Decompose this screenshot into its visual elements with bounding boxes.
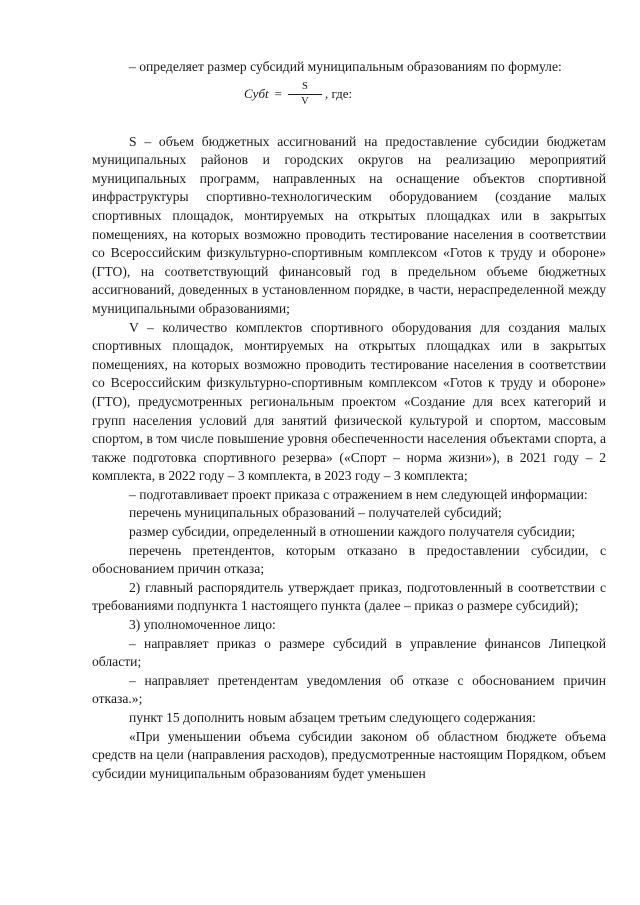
formula-block <box>92 77 606 113</box>
paragraph-authorized-person: 3) уполномоченное лицо: <box>129 617 276 633</box>
paragraph-reduction: «При уменьшении объема субсидии законом об областном бюджете объема средств на цели (направления расходов), предусмотренные настоящим Порядком, объем субсидии муниципальным образованиям будет уменьшен <box>92 728 606 781</box>
paragraph-list-rejected: перечень претендентов, которым отказано в предоставлении субсидии, с обоснованием причин отказа; <box>92 542 606 577</box>
paragraph-subsidy-size: размер субсидии, определенный в отношении каждого получателя субсидии; <box>129 524 576 540</box>
paragraph-s-definition: S – объем бюджетных ассигнований на предоставление субсидии бюджетам муниципальных районов и городских округов на реализацию мероприятий муниципальных программ, направленных на оснащение объектов спортивной инфраструктуры спортивно-технологическим оборудованием (создание малых спортивных площадок, монтируемых на открытых площадках или в закрытых помещениях, на которых возможно проводить тестирование населения в соответствии со Всероссийским физкультурно-спортивным комплексом «Готов к труду и обороне» (ГТО), на соответствующий финансовый год в предельном объеме бюджетных ассигнований, доведенных в установленном порядке, в части, нераспределенной между муниципальными образованиями; <box>92 133 606 316</box>
formula-tail: , где: <box>324 86 353 102</box>
spacer <box>92 113 606 133</box>
formula-fraction <box>288 81 322 108</box>
paragraph-approve-order: 2) главный распорядитель утверждает приказ, подготовленный в соответствии с требованиями подпункта 1 настоящего пункта (далее – приказ о размере субсидий); <box>92 579 606 614</box>
formula-lhs: Субt <box>244 86 269 102</box>
paragraph-point-15: пункт 15 дополнить новым абзацем третьим следующего содержания: <box>129 710 536 725</box>
paragraph-formula-intro: – определяет размер субсидий муниципальным образованиям по формуле: <box>129 59 562 74</box>
formula-numerator: S <box>302 81 308 93</box>
subsidy-formula <box>244 77 352 113</box>
formula-equals: = <box>274 86 282 102</box>
paragraph-send-notices: – направляет претендентам уведомления об отказе с обоснованием причин отказа.»; <box>92 672 606 707</box>
formula-denominator: V <box>301 96 309 108</box>
paragraph-send-order: – направляет приказ о размере субсидий в управление финансов Липецкой области; <box>92 635 606 670</box>
paragraph-prepare-order: – подготавливает проект приказа с отражением в нем следующей информации: <box>129 486 588 502</box>
paragraph-v-definition: V – количество комплектов спортивного оборудования для создания малых спортивных площадок, монтируемых на открытых площадках или в закрытых помещениях, на которых возможно проводить тестирование населения в соответствии со Всероссийским физкультурно-спортивным комплексом «Готов к труду и обороне» (ГТО), предусмотренных региональным проектом «Создание для всех категорий и групп населения условий для занятий физической культурой и спортом, массовым спортом, в том числе повышение уровня обеспеченности населения объектами спорта, а также подготовка спортивного резерва» («Спорт – норма жизни»), в 2021 году – 2 комплекта, в 2022 году – 3 комплекта, в 2023 году – 3 комплекта; <box>92 319 606 484</box>
document-page <box>92 58 606 783</box>
paragraph-list-recipients: перечень муниципальных образований – получателей субсидий; <box>129 505 502 521</box>
